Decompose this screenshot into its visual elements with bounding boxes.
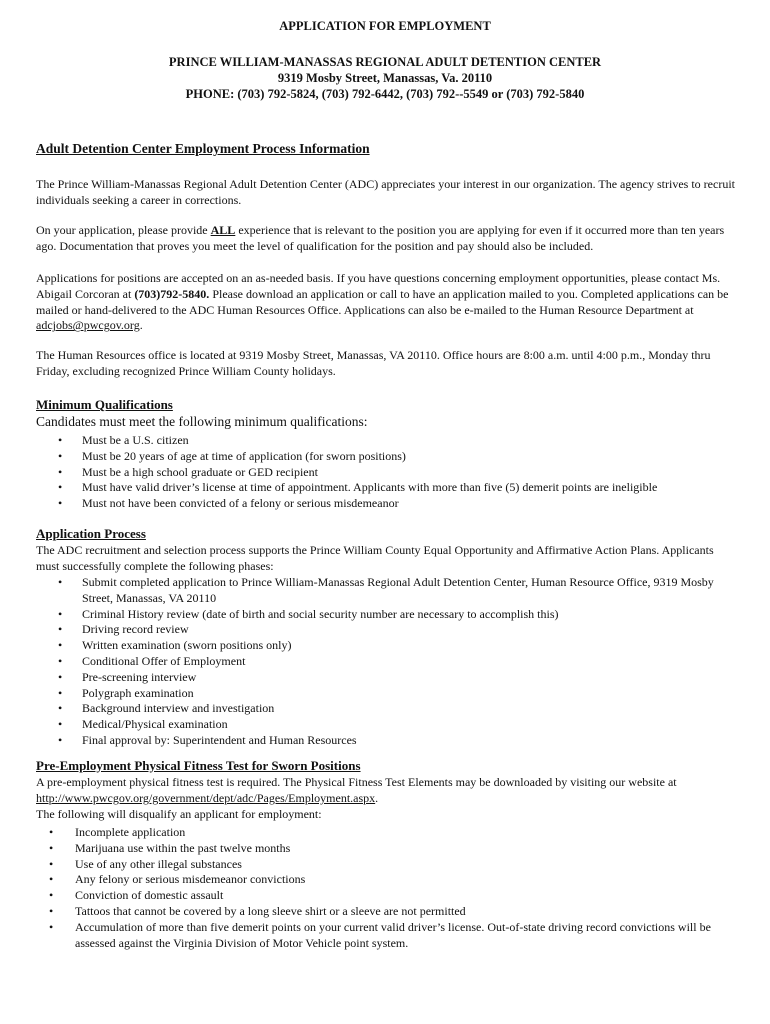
qualification-item [36,433,736,449]
bullet-icon: • [49,888,54,903]
contact-phone: (703)792-5840. [134,286,210,301]
process-step [36,575,736,607]
disqualifier-item [36,872,736,888]
p2-text-start: On your application, please provide [36,223,211,237]
fitness-intro [36,775,736,807]
bullet-icon: • [58,732,63,747]
organization-phone: PHONE: (703) 792-5824, (703) 792-6442, (703) 792--5549 or (703) 792-5840 [185,87,585,101]
email-link[interactable]: adcjobs@pwcgov.org [36,318,140,333]
process-step [36,733,736,749]
bullet-icon: • [49,825,54,839]
disqualifier-item [36,920,736,952]
info-paragraph-4: The Human Resources office is located at 9319 Mosby Street, Manassas, VA 20110. Office hours are 8:00 a.m. until 4:00 p.m., Monday thru Friday, excluding recognized Prince William County holidays. [36,348,711,378]
bullet-icon: • [58,575,63,589]
disqualifier-item-text: Incomplete application [75,825,186,839]
disqualifier-item-text: Marijuana use within the past twelve months [75,840,291,855]
bullet-icon: • [49,840,54,855]
process-step [36,638,736,654]
p2-text-end: experience that is relevant to the position you are applying for even if it occurred more than ten years ago. Documentation that proves you meet the level of qualification for the position and pay should also be included. [36,223,725,253]
disqualifier-item [36,825,736,841]
info-heading: Adult Detention Center Employment Process Information [36,141,370,156]
bullet-icon: • [58,496,63,511]
process-step-text: Medical/Physical examination [82,717,228,732]
process-list [36,575,736,749]
disqualifier-item [36,857,736,873]
disqualifier-item [36,904,736,920]
qualification-item [36,465,736,481]
qualifications-heading: Minimum Qualifications [36,397,173,412]
p2-all-emphasis: ALL [210,223,236,237]
fitness-intro-text: A pre-employment physical fitness test is required. The Physical Fitness Test Elements may be downloaded by visiting our website at [36,775,677,789]
bullet-icon: • [58,433,63,447]
p3-text-middle: Please download an application or call to have an application mailed to you. Completed applications can be mailed or hand-delivered to the ADC Human Resources Office. Applications can also be e-mailed to the Human Resource Department at [36,286,729,317]
bullet-icon: • [58,606,63,621]
document-title: APPLICATION FOR EMPLOYMENT [279,19,491,33]
bullet-icon: • [58,669,63,684]
disqualifier-item-text: Any felony or serious misdemeanor convictions [75,872,306,887]
disqualifier-item-text: Accumulation of more than five demerit points on your current valid driver’s license. Out-of-state driving record convictions will be assessed against the Virginia Division of Motor Vehicle point system. [75,919,711,950]
bullet-icon: • [58,480,63,495]
process-step-text: Final approval by: Superintendent and Human Resources [82,732,357,747]
fitness-heading: Pre-Employment Physical Fitness Test for Sworn Positions [36,758,361,773]
qualification-item-text: Must be 20 years of age at time of application (for sworn positions) [82,448,406,463]
p3-text-start: Applications for positions are accepted on an as-needed basis. If you have questions concerning employment opportunities, please contact Ms. Abigail Corcoran at [36,271,721,301]
process-step-text: Background interview and investigation [82,701,275,716]
employment-page-link[interactable]: http://www.pwcgov.org/government/dept/adc/Pages/Employment.aspx [36,790,376,805]
bullet-icon: • [49,919,54,934]
process-step [36,717,736,733]
process-step-text: Conditional Offer of Employment [82,653,246,668]
process-step-text: Pre-screening interview [82,669,197,684]
qualification-item-text: Must be a U.S. citizen [82,433,189,447]
bullet-icon: • [58,464,63,479]
qualification-item-text: Must not have been convicted of a felony or serious misdemeanor [82,496,399,511]
process-intro: The ADC recruitment and selection process supports the Prince William County Equal Opportunity and Affirmative Action Plans. Applicants must successfully complete the following phases: [36,543,714,573]
process-step [36,622,736,638]
process-step [36,670,736,686]
info-paragraph-2 [36,223,736,255]
disqualifier-item-text: Tattoos that cannot be covered by a long sleeve shirt or a sleeve are not permitted [75,903,466,918]
qualifications-list [36,433,736,512]
bullet-icon: • [58,685,63,700]
process-step [36,654,736,670]
disqualifier-item-text: Use of any other illegal substances [75,856,242,871]
process-step [36,686,736,702]
p3-text-end: . [139,318,143,333]
process-step-text: Driving record review [82,622,189,637]
qualification-item [36,496,736,512]
process-step-text: Written examination (sworn positions only) [82,638,292,653]
process-step-text: Criminal History review (date of birth and social security number are necessary to accomplish this) [82,606,559,621]
info-paragraph-3 [36,271,736,334]
bullet-icon: • [58,653,63,668]
qualifications-intro: Candidates must meet the following minimum qualifications: [36,414,368,429]
qualification-item-text: Must be a high school graduate or GED recipient [82,464,318,479]
disqualifier-item [36,841,736,857]
bullet-icon: • [58,717,63,732]
organization-address: 9319 Mosby Street, Manassas, Va. 20110 [277,71,493,85]
disqualifier-item [36,888,736,904]
bullet-icon: • [58,701,63,716]
bullet-icon: • [49,903,54,918]
fitness-intro-end: . [375,790,379,805]
bullet-icon: • [58,622,63,637]
disqualify-list [36,825,736,951]
disqualify-intro: The following will disqualify an applicant for employment: [36,807,322,821]
process-step-text: Polygraph examination [82,685,194,700]
process-step-text: Submit completed application to Prince William-Manassas Regional Adult Detention Center, Human Resource Office, 9319 Mosby Street, Manassas, VA 20110 [82,575,714,605]
process-step [36,607,736,623]
bullet-icon: • [58,448,63,463]
qualification-item-text: Must have valid driver’s license at time of appointment. Applicants with more than five (5) demerit points are ineligible [82,480,658,495]
qualification-item [36,449,736,465]
info-paragraph-1: The Prince William-Manassas Regional Adult Detention Center (ADC) appreciates your interest in our organization. The agency strives to recruit individuals seeking a career in corrections. [36,177,735,207]
bullet-icon: • [58,638,63,653]
bullet-icon: • [49,856,54,871]
process-heading: Application Process [36,526,146,541]
organization-name: PRINCE WILLIAM-MANASSAS REGIONAL ADULT DETENTION CENTER [168,55,602,69]
qualification-item [36,480,736,496]
disqualifier-item-text: Conviction of domestic assault [75,888,224,903]
bullet-icon: • [49,872,54,887]
process-step [36,701,736,717]
